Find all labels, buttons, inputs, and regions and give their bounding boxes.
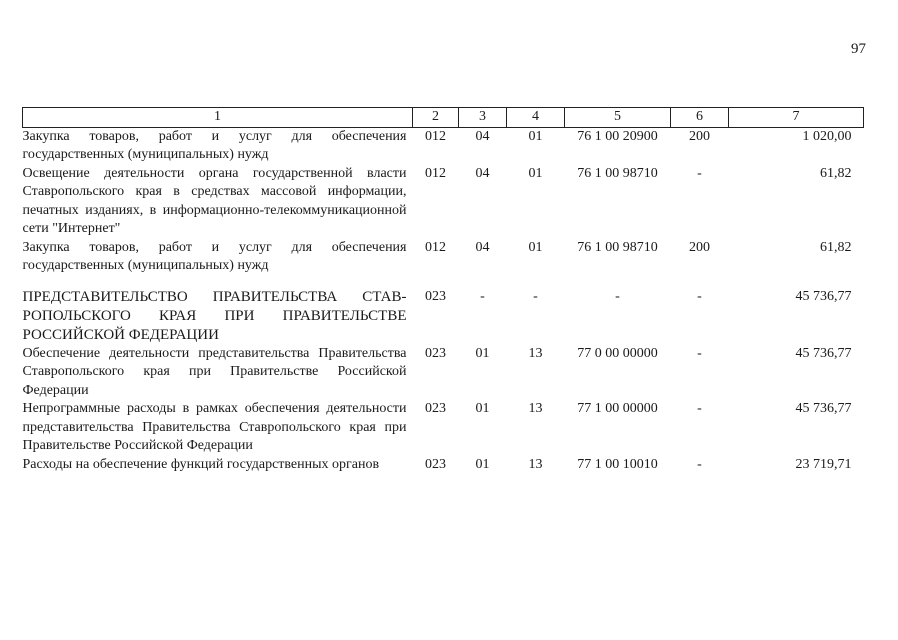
row-target-article: 76 1 00 20900 — [577, 128, 658, 144]
table-row — [23, 239, 864, 276]
row-section-code: 01 — [475, 345, 490, 361]
table-row — [23, 400, 864, 456]
row-target-article: 77 1 00 10010 — [577, 456, 658, 472]
header-row — [23, 108, 864, 128]
row-expense-type: - — [697, 456, 702, 472]
row-amount: 23 719,71 — [795, 456, 852, 472]
row-name: Непрограммные расходы в рамках обеспечения деятельности представительства Правительства Ставропольского края при Правительстве Российской Федерации — [22, 401, 407, 453]
row-name: Обеспечение деятельности представительства Правительства Ставропольского края при Правительстве Российской Федерации — [22, 345, 407, 398]
row-target-article: - — [615, 288, 620, 304]
row-expense-type: - — [697, 165, 702, 181]
row-ministry-code: 023 — [425, 456, 446, 472]
row-name: Закупка товаров, работ и услуг для обеспечения государственных (муниципальных) нужд — [22, 128, 407, 162]
row-section-code: 01 — [475, 456, 490, 472]
row-amount: 45 736,77 — [795, 288, 852, 304]
table-row — [23, 345, 864, 401]
row-ministry-code: 023 — [425, 288, 446, 304]
row-ministry-code: 012 — [425, 239, 446, 255]
row-section-code: 04 — [475, 165, 490, 181]
row-ministry-code: 012 — [425, 165, 446, 181]
row-amount: 61,82 — [820, 239, 852, 255]
row-name: Освещение деятельности органа государственной власти Ставропольского края в средствах массовой информации, печатных изданиях, в информационно-телекоммуникационной сети "Интернет" — [22, 165, 407, 236]
row-expense-type: 200 — [689, 239, 710, 255]
row-subsection-code: 13 — [528, 345, 543, 361]
col-header-5: 5 — [565, 108, 671, 128]
table-row — [23, 127, 864, 165]
row-subsection-code: - — [533, 288, 538, 304]
row-section-code: - — [480, 288, 485, 304]
table-row — [23, 456, 864, 475]
col-header-6: 6 — [671, 108, 729, 128]
table-row — [23, 288, 864, 345]
col-header-3: 3 — [459, 108, 507, 128]
row-ministry-code: 023 — [425, 345, 446, 361]
col-header-4: 4 — [507, 108, 565, 128]
row-expense-type: - — [697, 401, 702, 416]
row-amount: 61,82 — [820, 165, 852, 181]
row-amount: 1 020,00 — [802, 128, 852, 144]
row-subsection-code: 01 — [528, 239, 543, 255]
row-subsection-code: 01 — [528, 128, 543, 144]
col-header-7: 7 — [729, 108, 864, 128]
page-number: 97 — [851, 41, 866, 57]
row-amount: 45 736,77 — [795, 401, 852, 416]
row-target-article: 77 0 00 00000 — [577, 345, 658, 361]
budget-table — [22, 107, 864, 474]
row-target-article: 76 1 00 98710 — [577, 239, 658, 255]
row-target-article: 77 1 00 00000 — [577, 401, 658, 416]
row-expense-type: - — [697, 288, 702, 304]
row-section-code: 04 — [475, 128, 490, 144]
row-section-code: 04 — [475, 239, 490, 255]
row-section-code: 01 — [475, 401, 490, 416]
row-name: ПРЕДСТАВИТЕЛЬСТВО ПРАВИТЕЛЬСТВА СТАВ-РОПОЛЬСКОГО КРАЯ ПРИ ПРАВИТЕЛЬСТВЕ РОССИЙСКОЙ ФЕДЕРАЦИИ — [22, 288, 407, 343]
row-ministry-code: 012 — [425, 128, 446, 144]
row-amount: 45 736,77 — [795, 345, 852, 361]
row-name: Расходы на обеспечение функций государственных органов — [22, 456, 380, 472]
row-expense-type: 200 — [689, 128, 710, 144]
row-subsection-code: 13 — [528, 456, 543, 472]
row-name: Закупка товаров, работ и услуг для обеспечения государственных (муниципальных) нужд — [22, 239, 407, 273]
row-expense-type: - — [697, 345, 702, 361]
row-spacer — [23, 276, 864, 288]
row-target-article: 76 1 00 98710 — [577, 165, 658, 181]
table-row — [23, 165, 864, 239]
col-header-2: 2 — [413, 108, 459, 128]
col-header-1: 1 — [23, 108, 413, 128]
row-subsection-code: 13 — [528, 401, 543, 416]
row-ministry-code: 023 — [425, 401, 446, 416]
row-subsection-code: 01 — [528, 165, 543, 181]
